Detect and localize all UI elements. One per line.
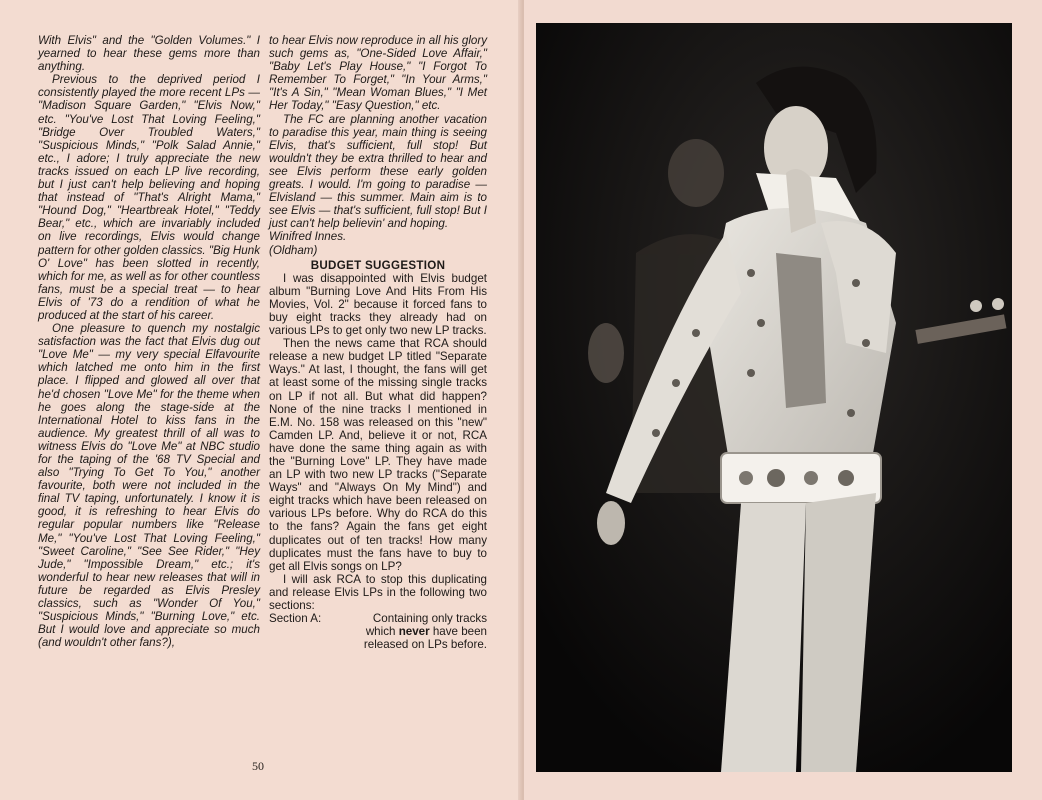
paragraph: I was disappointed with Elvis budget album "Burning Love And Hits From His Movies, Vol. 2" because it forced fans to buy eight tracks they already had on various LPs to get only two new LP tracks. (269, 271, 487, 338)
section-a-line2-pre: which (365, 625, 399, 639)
section-a-line1: Containing only tracks (372, 612, 487, 626)
paragraph: One pleasure to quench my nostalgic satisfaction was the fact that Elvis dug out "Love Me" — my very special Elfavourite which latched me onto him in the first place. I flipped and glowed all over that he'd chosen "Love Me" for the theme when he goes along the stage-side at the International Hotel to kiss fans in the audience. My greatest thrill of all was to witness Elvis do "Love Me" at NBC studio for the taping of the '68 TV Special and also "Trying To Get To You," another favourite, both were not included in the final TV taping, unfortunately. I know it is good, it is refreshing to hear Elvis do regular popular numbers like "Release Me," "You've Lost That Loving Feeling," "Sweet Caroline," "See See Rider," "Hey Jude," "Impossible Dream," etc.; it's wonderful to hear new releases that will in future be regarded as Elvis Presley classics, such as "Wonder Of You," "Suspicious Minds," "Burning Love," etc. But I would love and appreciate so much (and wouldn't other fans?), (38, 322, 260, 650)
section-a-label: Section A: (269, 612, 322, 626)
paragraph: to hear Elvis now reproduce in all his glory such gems as, "One-Sided Love Affair," "Baby Let's Play House," "I Forgot To Remember To Forget," "In Your Arms," "It's A Sin," "Mean Woman Blues," "I Met Her Today," "Easy Question," etc. (269, 34, 487, 113)
paragraph: Then the news came that RCA should release a new budget LP titled "Separate Ways." At last, I thought, the fans will get at least some of the missing single tracks on LP if not all. But what did happen? None of the nine tracks I mentioned in E.M. No. 158 was released on this "new" Camden LP. And, believe it or not, RCA have done the same thing again as with the "Burning Love" LP. They have made an LP with two new LP tracks ("Separate Ways" and "Always On My Mind") and eight tracks which have been released on various LPs before. Why do RCA do this to the fans? Again the fans get eight duplicates out of ten tracks! How many duplicates must the fans have to buy to get all Elvis songs on LP? (269, 337, 487, 573)
paragraph: With Elvis" and the "Golden Volumes." I yearned to hear these gems more than anything. (38, 34, 260, 74)
paragraph: The FC are planning another vacation to paradise this year, main thing is seeing Elvis, that's sufficient, full stop! But wouldn't they be extra thrilled to hear and see Elvis perform these early golden greats. I would. I'm going to paradise — Elvisland — this summer. Main aim is to see Elvis — that's sufficient, full stop! But I just can't help believin' and hoping. (269, 112, 487, 231)
paragraph: Previous to the deprived period I consistently played the more recent LPs — "Madison Square Garden," "Elvis Now," etc. "You've Lost That Loving Feeling," "Bridge Over Troubled Waters," "Suspicious Minds," "Polk Salad Annie," etc., I adore; I truly appreciate the new tracks issued on each LP live recording, but I just can't help believing and hoping that instead of "That's Alright Mama," "Hound Dog," "Heartbreak Hotel," "Teddy Bear," etc., which are invariably included on live recordings, Elvis would change pattern for other golden classics. "Big Hunk O' Love" has been slotted in recently, which for me, as well as for other countless fans, must be a special treat — to hear Elvis of '73 do a rendition of what he produced at the start of his career. (38, 73, 260, 322)
section-a-row (269, 612, 487, 625)
text-column-2 (269, 34, 487, 651)
page-number: 50 (252, 759, 264, 773)
section-a-line2-bold: never (398, 625, 430, 639)
section-a-line2-post: have been (429, 625, 487, 639)
section-a-line3: released on LPs before. (363, 638, 487, 652)
signature-name: Winifred Innes. (269, 230, 347, 244)
paragraph: I will ask RCA to stop this duplicating and release Elvis LPs in the following two sections: (269, 572, 487, 613)
text-column-1 (38, 34, 260, 649)
performance-photo (536, 23, 1012, 772)
signature-location: (Oldham) (269, 243, 318, 257)
photo-illustration (536, 23, 1012, 772)
section-a-line2 (269, 625, 487, 638)
section-heading: BUDGET SUGGESTION (310, 258, 446, 272)
